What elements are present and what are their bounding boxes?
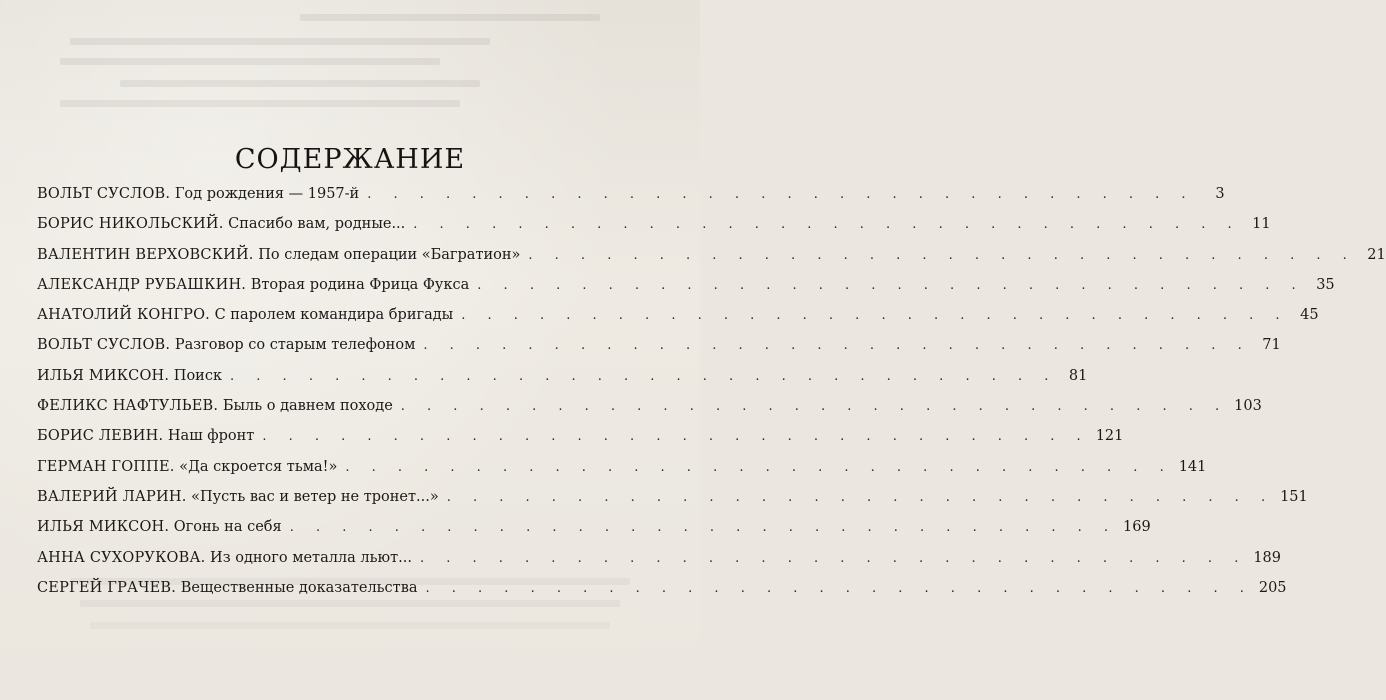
dot-leader: . . . . . . . . . . . . . . . . . . . . . . . . . . . . . . . .: [400, 399, 1229, 415]
toc-entry-title: Спасибо вам, родные...: [228, 216, 406, 233]
toc-entry: [37, 216, 1271, 246]
dot-leader: . . . . . . . . . . . . . . . . . . . . . . . . . . . . . . . .: [262, 429, 1090, 445]
toc-entry-page-number: 35: [1316, 276, 1335, 293]
toc-entry-page-number: 169: [1123, 519, 1151, 536]
toc-entry-title: Из одного металла льют...: [210, 549, 412, 566]
toc-entry-author: БОРИС ЛЕВИН.: [37, 428, 164, 445]
toc-entry: [37, 276, 1335, 307]
toc-entry: [37, 337, 1281, 367]
toc-entry-author: БОРИС НИКОЛЬСКИЙ.: [37, 216, 224, 233]
dot-leader: . . . . . . . . . . . . . . . . . . . . . . . . . . . . . . . .: [413, 217, 1241, 233]
dot-leader: . . . . . . . . . . . . . . . . . . . . . . . . . . . . . . . .: [423, 338, 1251, 354]
toc-entry-author: ГЕРМАН ГОППЕ.: [37, 458, 175, 475]
toc-entry-author: АННА СУХОРУКОВА.: [37, 549, 206, 566]
toc-entry: [37, 579, 1287, 610]
toc-entry: [37, 398, 1262, 428]
dot-leader: . . . . . . . . . . . . . . . . . . . . . . . . . . . . . . . .: [446, 489, 1275, 505]
toc-entry: [37, 549, 1282, 580]
dot-leader: . . . . . . . . . . . . . . . . . . . . . . . . . . . . . . . .: [425, 580, 1253, 596]
toc-entry: [37, 458, 1207, 489]
table-of-contents: [37, 186, 1386, 610]
toc-entry-author: АЛЕКСАНДР РУБАШКИН.: [37, 276, 247, 293]
dot-leader: . . . . . . . . . . . . . . . . . . . . . . . . . . . . . . . .: [345, 459, 1173, 475]
toc-entry-author: ИЛЬЯ МИКСОН.: [37, 367, 170, 384]
toc-entry-title: Наш фронт: [167, 428, 255, 445]
toc-entry-page-number: 21: [1367, 246, 1386, 263]
toc-entry-page-number: 71: [1262, 337, 1281, 354]
dot-leader: . . . . . . . . . . . . . . . . . . . . . . . . . . . . . . . .: [289, 520, 1118, 536]
toc-entry-title: Огонь на себя: [173, 519, 282, 536]
toc-entry-page-number: 205: [1258, 579, 1287, 596]
toc-entry-page-number: 189: [1253, 549, 1282, 566]
toc-entry-page-number: 45: [1300, 307, 1319, 324]
dot-leader: . . . . . . . . . . . . . . . . . . . . . . . . . . . . . . . .: [477, 277, 1305, 293]
toc-entry-title: «Да скроется тьма!»: [179, 458, 338, 475]
dot-leader: . . . . . . . . . . . . . . . . . . . . . . . . . . . . . . . .: [230, 368, 1058, 384]
toc-entry: [37, 519, 1151, 549]
toc-entry-author: ИЛЬЯ МИКСОН.: [37, 519, 170, 536]
toc-entry-author: ВАЛЕРИЙ ЛАРИН.: [37, 488, 187, 505]
toc-entry-page-number: 103: [1234, 398, 1262, 415]
toc-entry: [37, 428, 1124, 458]
toc-entry-page-number: 141: [1178, 458, 1207, 475]
toc-entry-title: По следам операции «Багратион»: [258, 246, 521, 263]
toc-entry: [37, 246, 1386, 277]
dot-leader: . . . . . . . . . . . . . . . . . . . . . . . . . . . . . . . .: [367, 187, 1195, 202]
toc-entry-title: С паролем командира бригады: [214, 307, 454, 324]
toc-entry-author: СЕРГЕЙ ГРАЧЕВ.: [37, 579, 177, 596]
toc-entry-page-number: 3: [1215, 186, 1225, 202]
toc-entry-title: Вторая родина Фрица Фукса: [250, 276, 470, 293]
toc-entry: [37, 367, 1088, 398]
toc-entry: [37, 307, 1319, 337]
dot-leader: . . . . . . . . . . . . . . . . . . . . . . . . . . . . . . . .: [528, 247, 1356, 263]
toc-entry-author: АНАТОЛИЙ КОНГРО.: [37, 307, 210, 324]
toc-entry: [37, 186, 1225, 216]
toc-entry-title: Вещественные доказательства: [180, 579, 418, 596]
toc-entry-title: Год рождения — 1957-й: [174, 186, 360, 202]
toc-entry-page-number: 11: [1252, 216, 1271, 233]
toc-entry-author: ВОЛЬТ СУСЛОВ.: [37, 186, 171, 202]
toc-entry-page-number: 151: [1280, 488, 1308, 505]
toc-entry-page-number: 81: [1068, 367, 1088, 384]
toc-entry: [37, 488, 1308, 519]
dot-leader: . . . . . . . . . . . . . . . . . . . . . . . . . . . . . . . .: [461, 308, 1289, 324]
toc-entry-page-number: 121: [1095, 428, 1124, 445]
toc-entry-title: Поиск: [173, 367, 223, 384]
toc-entry-author: ФЕЛИКС НАФТУЛЬЕВ.: [37, 398, 219, 415]
toc-entry-title: «Пусть вас и ветер не тронет...»: [191, 488, 439, 505]
toc-entry-title: Разговор со старым телефоном: [174, 337, 416, 354]
toc-entry-author: ВОЛЬТ СУСЛОВ.: [37, 337, 171, 354]
toc-entry-title: Быль о давнем походе: [222, 398, 393, 415]
dot-leader: . . . . . . . . . . . . . . . . . . . . . . . . . . . . . . . .: [419, 550, 1248, 566]
toc-entry-author: ВАЛЕНТИН ВЕРХОВСКИЙ.: [37, 246, 254, 263]
page-title: СОДЕРЖАНИЕ: [234, 144, 466, 176]
